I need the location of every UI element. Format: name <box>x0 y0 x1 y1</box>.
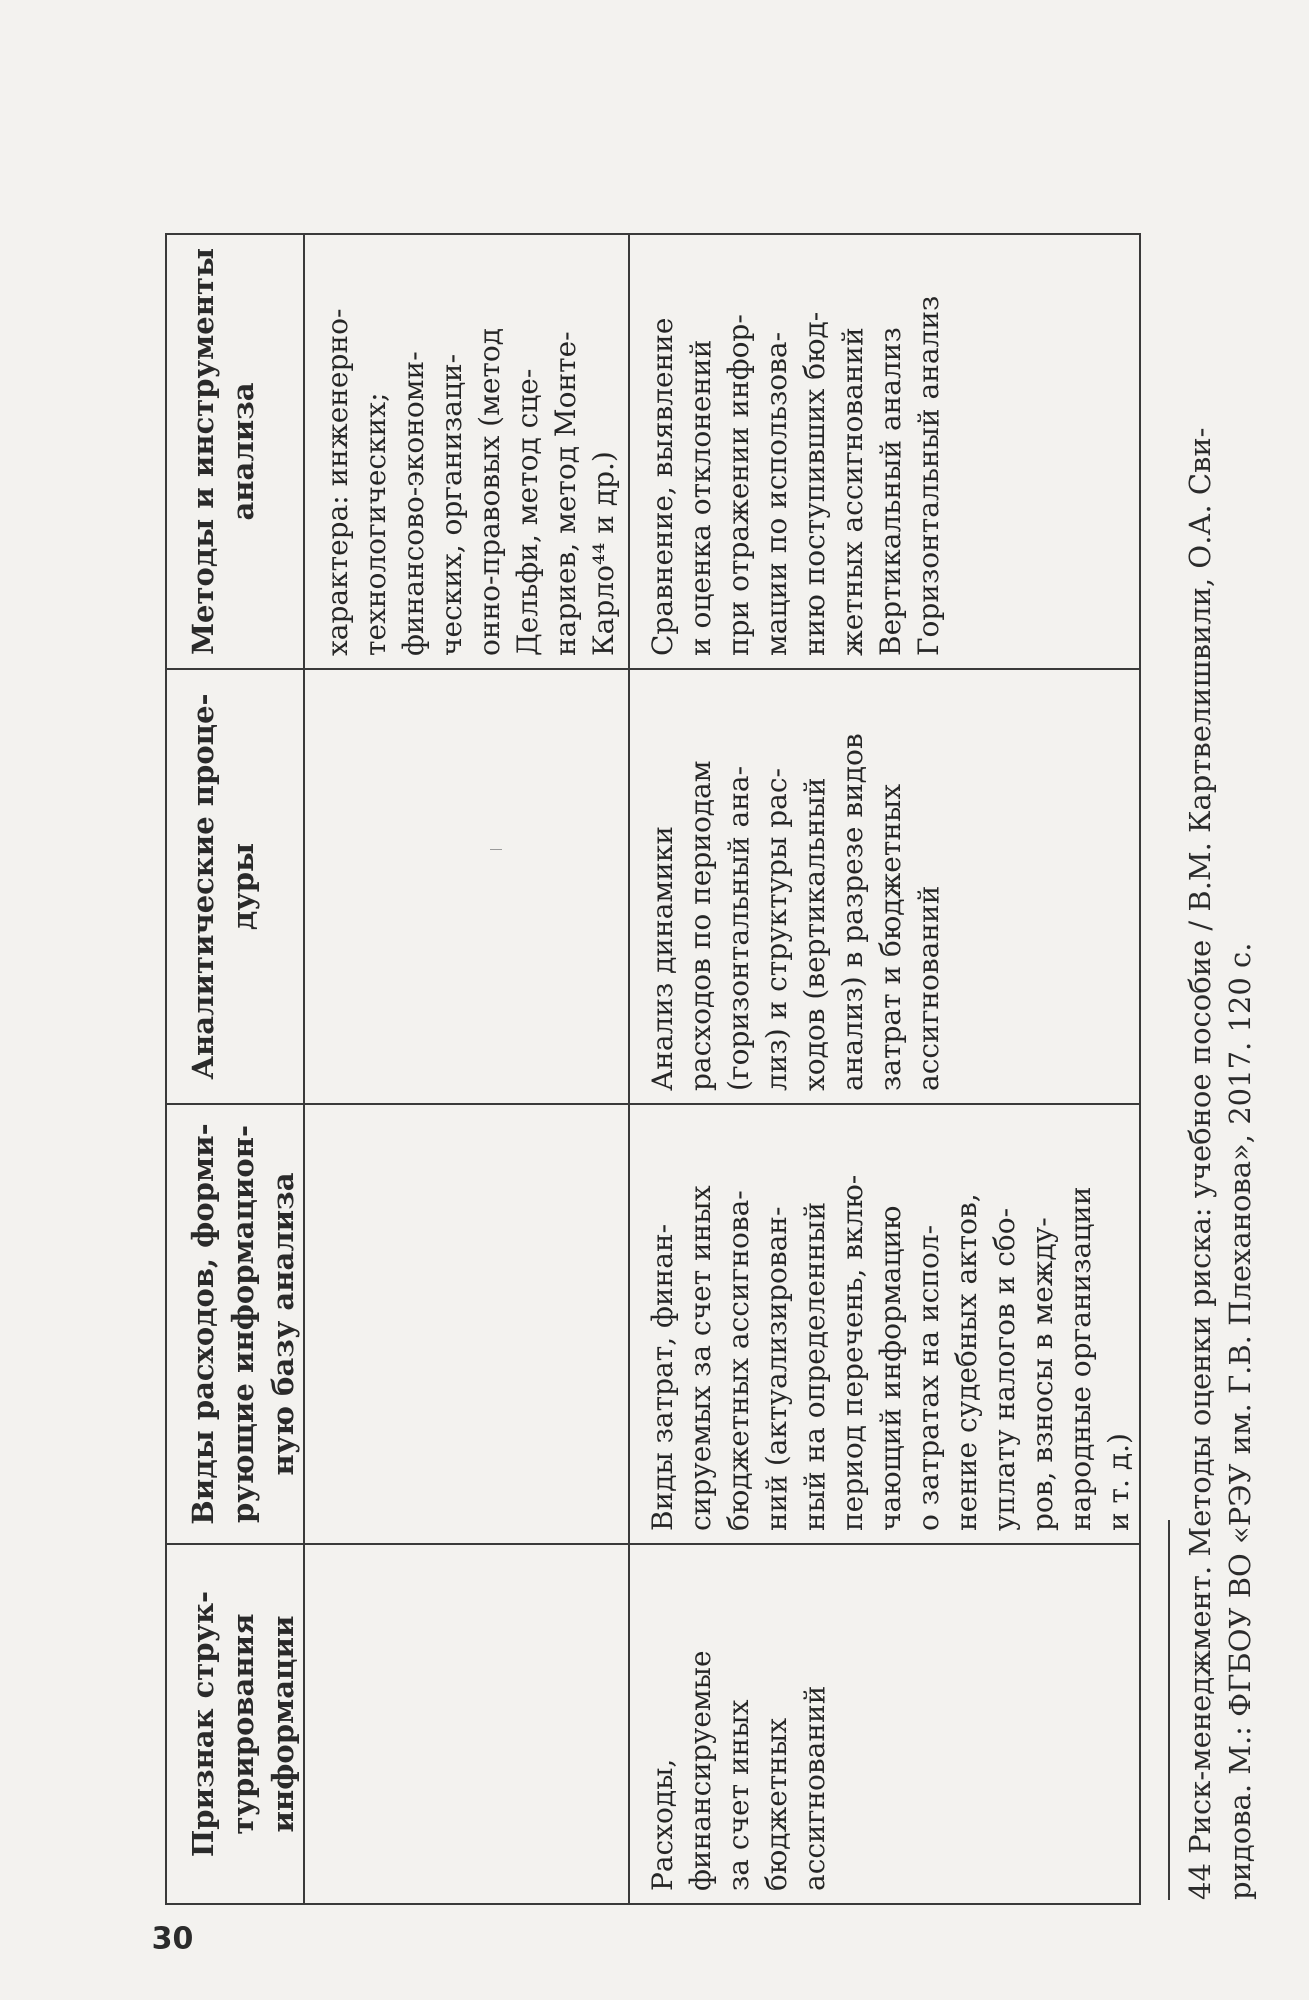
footnote-divider <box>1168 1520 1170 1900</box>
table-row <box>629 234 1140 1904</box>
header-expense-types: Виды расходов, форми- рующие информацион- ную базу анализа <box>166 1104 304 1544</box>
table-row <box>304 234 629 1904</box>
cell-expense-types: Виды затрат, финан- сируемых за счет иных бюджетных ассигнова- ний (актуализирован- ный на определенный период перечень, вклю- чающий информацию о затратах на испол- нение судебных актов, уплату налогов и сбо- ров, взносы в между- народные организации и т. д.) <box>629 1104 1140 1544</box>
cell-expense-types <box>304 1104 629 1544</box>
page-number: 30 <box>151 1921 194 1957</box>
cell-structuring-sign: Расходы, финансируемые за счет иных бюджетных ассигнований <box>629 1544 1140 1904</box>
header-methods-tools: Методы и инструменты анализа <box>166 234 304 669</box>
header-structuring-sign: Признак струк- турирования информации <box>166 1544 304 1904</box>
cell-methods-tools: Сравнение, выявление и оценка отклонений при отражении инфор- мации по использова- нию поступивших бюд- жетных ассигнований Вертикальный анализ Горизонтальный анализ <box>629 234 1140 669</box>
scan-mark <box>490 849 502 850</box>
footnote: 44 Риск-менеджмент. Методы оценки риска: учебное пособие / В.М. Картвелишвили, О.А. Сви- ридова. М.: ФГБОУ ВО «РЭУ им. Г.В. Плеханова», 2017. 120 с. <box>1183 427 1257 1900</box>
cell-analytical-procedures: Анализ динамики расходов по периодам (горизонтальный ана- лиз) и структуры рас- ходов (вертикальный анализ) в разрезе видов затрат и бюджетных ассигнований <box>629 669 1140 1104</box>
cell-analytical-procedures <box>304 669 629 1104</box>
table-header-row <box>166 234 304 1904</box>
cell-structuring-sign <box>304 1544 629 1904</box>
header-analytical-procedures: Аналитические проце- дуры <box>166 669 304 1104</box>
cell-methods-tools: характера: инженерно- технологических; финансово-экономи- ческих, организаци- онно-правовых (метод Дельфи, метод сце- нариев, метод Монте- Карло⁴⁴ и др.) <box>304 234 629 669</box>
analysis-table <box>165 233 1141 1905</box>
